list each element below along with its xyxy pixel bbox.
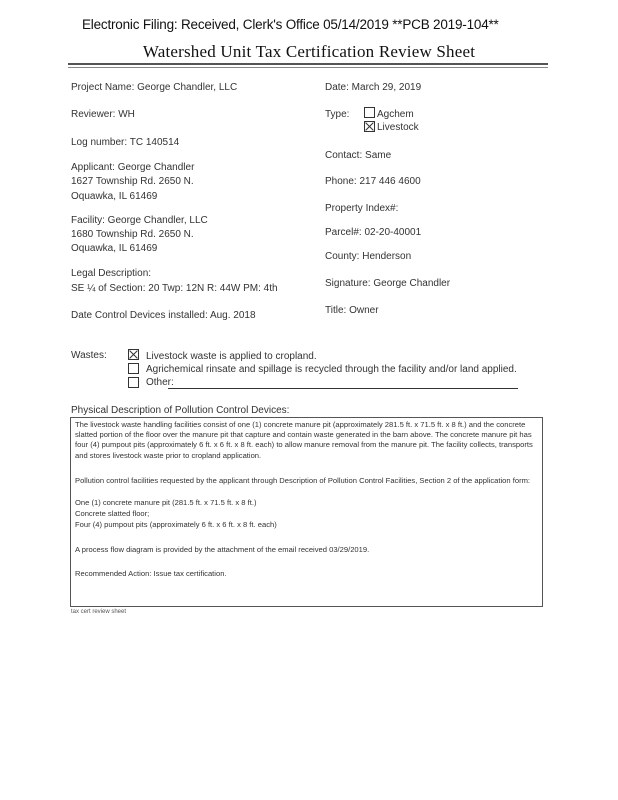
reviewer: Reviewer: WH (71, 109, 135, 120)
requested-item-pumpout-pits: Four (4) pumpout pits (approximately 6 ft. x 6 ft. x 8 ft. each) (75, 520, 277, 529)
physical-description-heading: Physical Description of Pollution Control Devices: (71, 405, 290, 416)
type-agchem-label: Agchem (377, 109, 414, 120)
process-flow-note: A process flow diagram is provided by the attachment of the email received 03/29/2019. (75, 545, 370, 554)
wastes-agrichemical-checkbox[interactable] (128, 363, 139, 374)
title-underline (68, 63, 548, 65)
wastes-other-label: Other: (146, 377, 174, 388)
title-underline-thin (68, 67, 548, 68)
phone: Phone: 217 446 4600 (325, 176, 421, 187)
applicant-city: Oquawka, IL 61469 (71, 191, 158, 202)
log-number: Log number: TC 140514 (71, 137, 180, 148)
facility-city: Oquawka, IL 61469 (71, 243, 158, 254)
recommended-action: Recommended Action: Issue tax certification. (75, 569, 227, 578)
facility-address: 1680 Township Rd. 2650 N. (71, 229, 194, 240)
requested-facilities-intro: Pollution control facilities requested by the applicant through Description of Pollution Control Facilities, Section 2 of the application form: (75, 476, 531, 485)
signature: Signature: George Chandler (325, 278, 451, 289)
parcel-number: Parcel#: 02-20-40001 (325, 227, 422, 238)
county: County: Henderson (325, 251, 412, 262)
contact: Contact: Same (325, 150, 392, 161)
type-agchem-checkbox[interactable] (364, 107, 375, 118)
wastes-other-line (168, 388, 518, 389)
wastes-label: Wastes: (71, 350, 107, 361)
legal-description: SE ¼ of Section: 20 Twp: 12N R: 44W PM: 4th (71, 283, 278, 294)
type-livestock-label: Livestock (377, 122, 419, 133)
title-field: Title: Owner (325, 305, 379, 316)
wastes-livestock-label: Livestock waste is applied to cropland. (146, 351, 317, 362)
facility-name: Facility: George Chandler, LLC (71, 215, 208, 226)
physical-description-paragraph: The livestock waste handling facilities consist of one (1) concrete manure pit (approximately 281.5 ft. x 71.5 ft. x 8 ft.) and the concrete slatted portion of the floor over the manure pit that capture and contain waste generated in the barn above. The concrete manure pit has four (4) pumpout pits (approximately 6 ft. x 6 ft. x 8 ft. each) to allow manure removal from the manure pit. The facility collects, transports and stores livestock waste prior to cropland application. (75, 420, 533, 460)
requested-item-manure-pit: One (1) concrete manure pit (281.5 ft. x 71.5 ft. x 8 ft.) (75, 498, 257, 507)
date-installed: Date Control Devices installed: Aug. 2018 (71, 310, 256, 321)
page-title: Watershed Unit Tax Certification Review Sheet (142, 42, 476, 61)
requested-item-slatted-floor: Concrete slatted floor; (75, 509, 150, 518)
applicant-address: 1627 Township Rd. 2650 N. (71, 176, 194, 187)
wastes-other-checkbox[interactable] (128, 377, 139, 388)
property-index: Property Index#: (325, 203, 399, 214)
date: Date: March 29, 2019 (325, 82, 422, 93)
type-label: Type: (325, 109, 350, 120)
project-name: Project Name: George Chandler, LLC (71, 82, 238, 93)
filing-stamp: Electronic Filing: Received, Clerk's Office 05/14/2019 **PCB 2019-104** (82, 17, 499, 32)
applicant-name: Applicant: George Chandler (71, 162, 195, 173)
type-livestock-checkbox[interactable] (364, 121, 375, 132)
legal-description-label: Legal Description: (71, 268, 152, 279)
wastes-livestock-checkbox[interactable] (128, 349, 139, 360)
wastes-agrichemical-label: Agrichemical rinsate and spillage is recycled through the facility and/or land applied. (146, 364, 517, 375)
footer-note: tax cert review sheet (71, 609, 127, 615)
